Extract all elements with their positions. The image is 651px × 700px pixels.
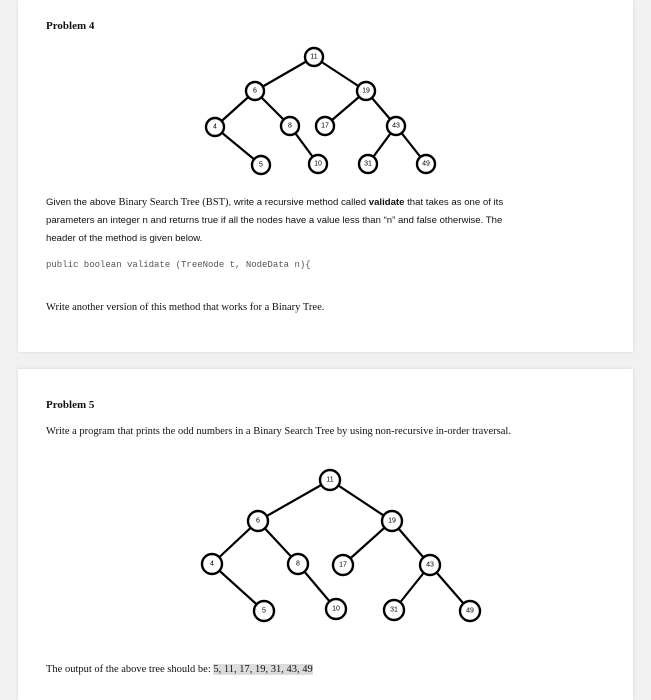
problem-4-text-line-3: header of the method is given below.: [46, 233, 203, 244]
output-label: The output of the above tree should be:: [46, 664, 214, 675]
tree-node-31: [384, 600, 404, 620]
bst-diagram-2: [18, 369, 633, 629]
svg-text:43: 43: [426, 561, 434, 569]
problem-4-text-line-1: Given the above Binary Search Tree (BST), write a recursive method called validate that takes as one of its: [46, 197, 504, 208]
problem-5-title: Problem 5: [46, 399, 95, 411]
svg-text:19: 19: [362, 87, 370, 95]
tree-node-43: [387, 117, 405, 135]
problem-4-text-line-2: parameters an integer n and returns true if all the nodes have a value less than “n” and false otherwise. The: [46, 215, 503, 226]
tree-node-43: [420, 555, 440, 575]
svg-text:49: 49: [466, 607, 474, 615]
method-header-code: public boolean validate (TreeNode t, NodeData n){: [46, 260, 311, 270]
problem-5-card: [18, 369, 633, 700]
tree-node-49: [460, 601, 480, 621]
tree-node-10: [326, 599, 346, 619]
output-value: 5, 11, 17, 19, 31, 43, 49: [213, 664, 313, 675]
bst-diagram-1: [18, 0, 633, 190]
tree-node-31: [359, 155, 377, 173]
tree-edges: [212, 480, 470, 611]
svg-text:31: 31: [390, 606, 398, 614]
tree-node-11: [320, 470, 340, 490]
tree-node-19: [357, 82, 375, 100]
tree-node-11: [305, 48, 323, 66]
svg-text:6: 6: [253, 87, 257, 95]
svg-text:5: 5: [262, 607, 266, 615]
svg-text:8: 8: [288, 122, 292, 130]
problem-4-footer: Write another version of this method that works for a Binary Tree.: [46, 302, 325, 313]
tree-node-17: [333, 555, 353, 575]
tree-node-5: [252, 156, 270, 174]
tree-node-4: [206, 118, 224, 136]
tree-node-8: [281, 117, 299, 135]
tree-edges: [215, 57, 426, 165]
svg-text:6: 6: [256, 517, 260, 525]
svg-text:11: 11: [310, 53, 318, 61]
tree-node-19: [382, 511, 402, 531]
edge-11-6: [255, 57, 314, 91]
svg-text:4: 4: [210, 560, 214, 568]
problem-5-text: Write a program that prints the odd numbers in a Binary Search Tree by using non-recursive in-order traversal.: [46, 426, 511, 437]
tree-node-4: [202, 554, 222, 574]
svg-text:4: 4: [213, 123, 217, 131]
tree-node-6: [248, 511, 268, 531]
tree-node-49: [417, 155, 435, 173]
problem-4-title: Problem 4: [46, 20, 95, 32]
tree-node-6: [246, 82, 264, 100]
problem-4-card: [18, 0, 633, 352]
svg-text:49: 49: [422, 160, 430, 168]
svg-text:5: 5: [259, 161, 263, 169]
svg-text:11: 11: [326, 476, 334, 484]
svg-text:43: 43: [392, 122, 400, 130]
tree-node-5: [254, 601, 274, 621]
tree-node-8: [288, 554, 308, 574]
tree-node-10: [309, 155, 327, 173]
svg-text:19: 19: [388, 517, 396, 525]
problem-5-output-line: [46, 664, 313, 675]
svg-text:10: 10: [314, 160, 322, 168]
edge-11-6: [258, 480, 330, 521]
svg-text:10: 10: [332, 605, 340, 613]
svg-text:17: 17: [339, 561, 347, 569]
tree-node-17: [316, 117, 334, 135]
svg-text:31: 31: [364, 160, 372, 168]
svg-text:17: 17: [321, 122, 329, 130]
svg-text:8: 8: [296, 560, 300, 568]
